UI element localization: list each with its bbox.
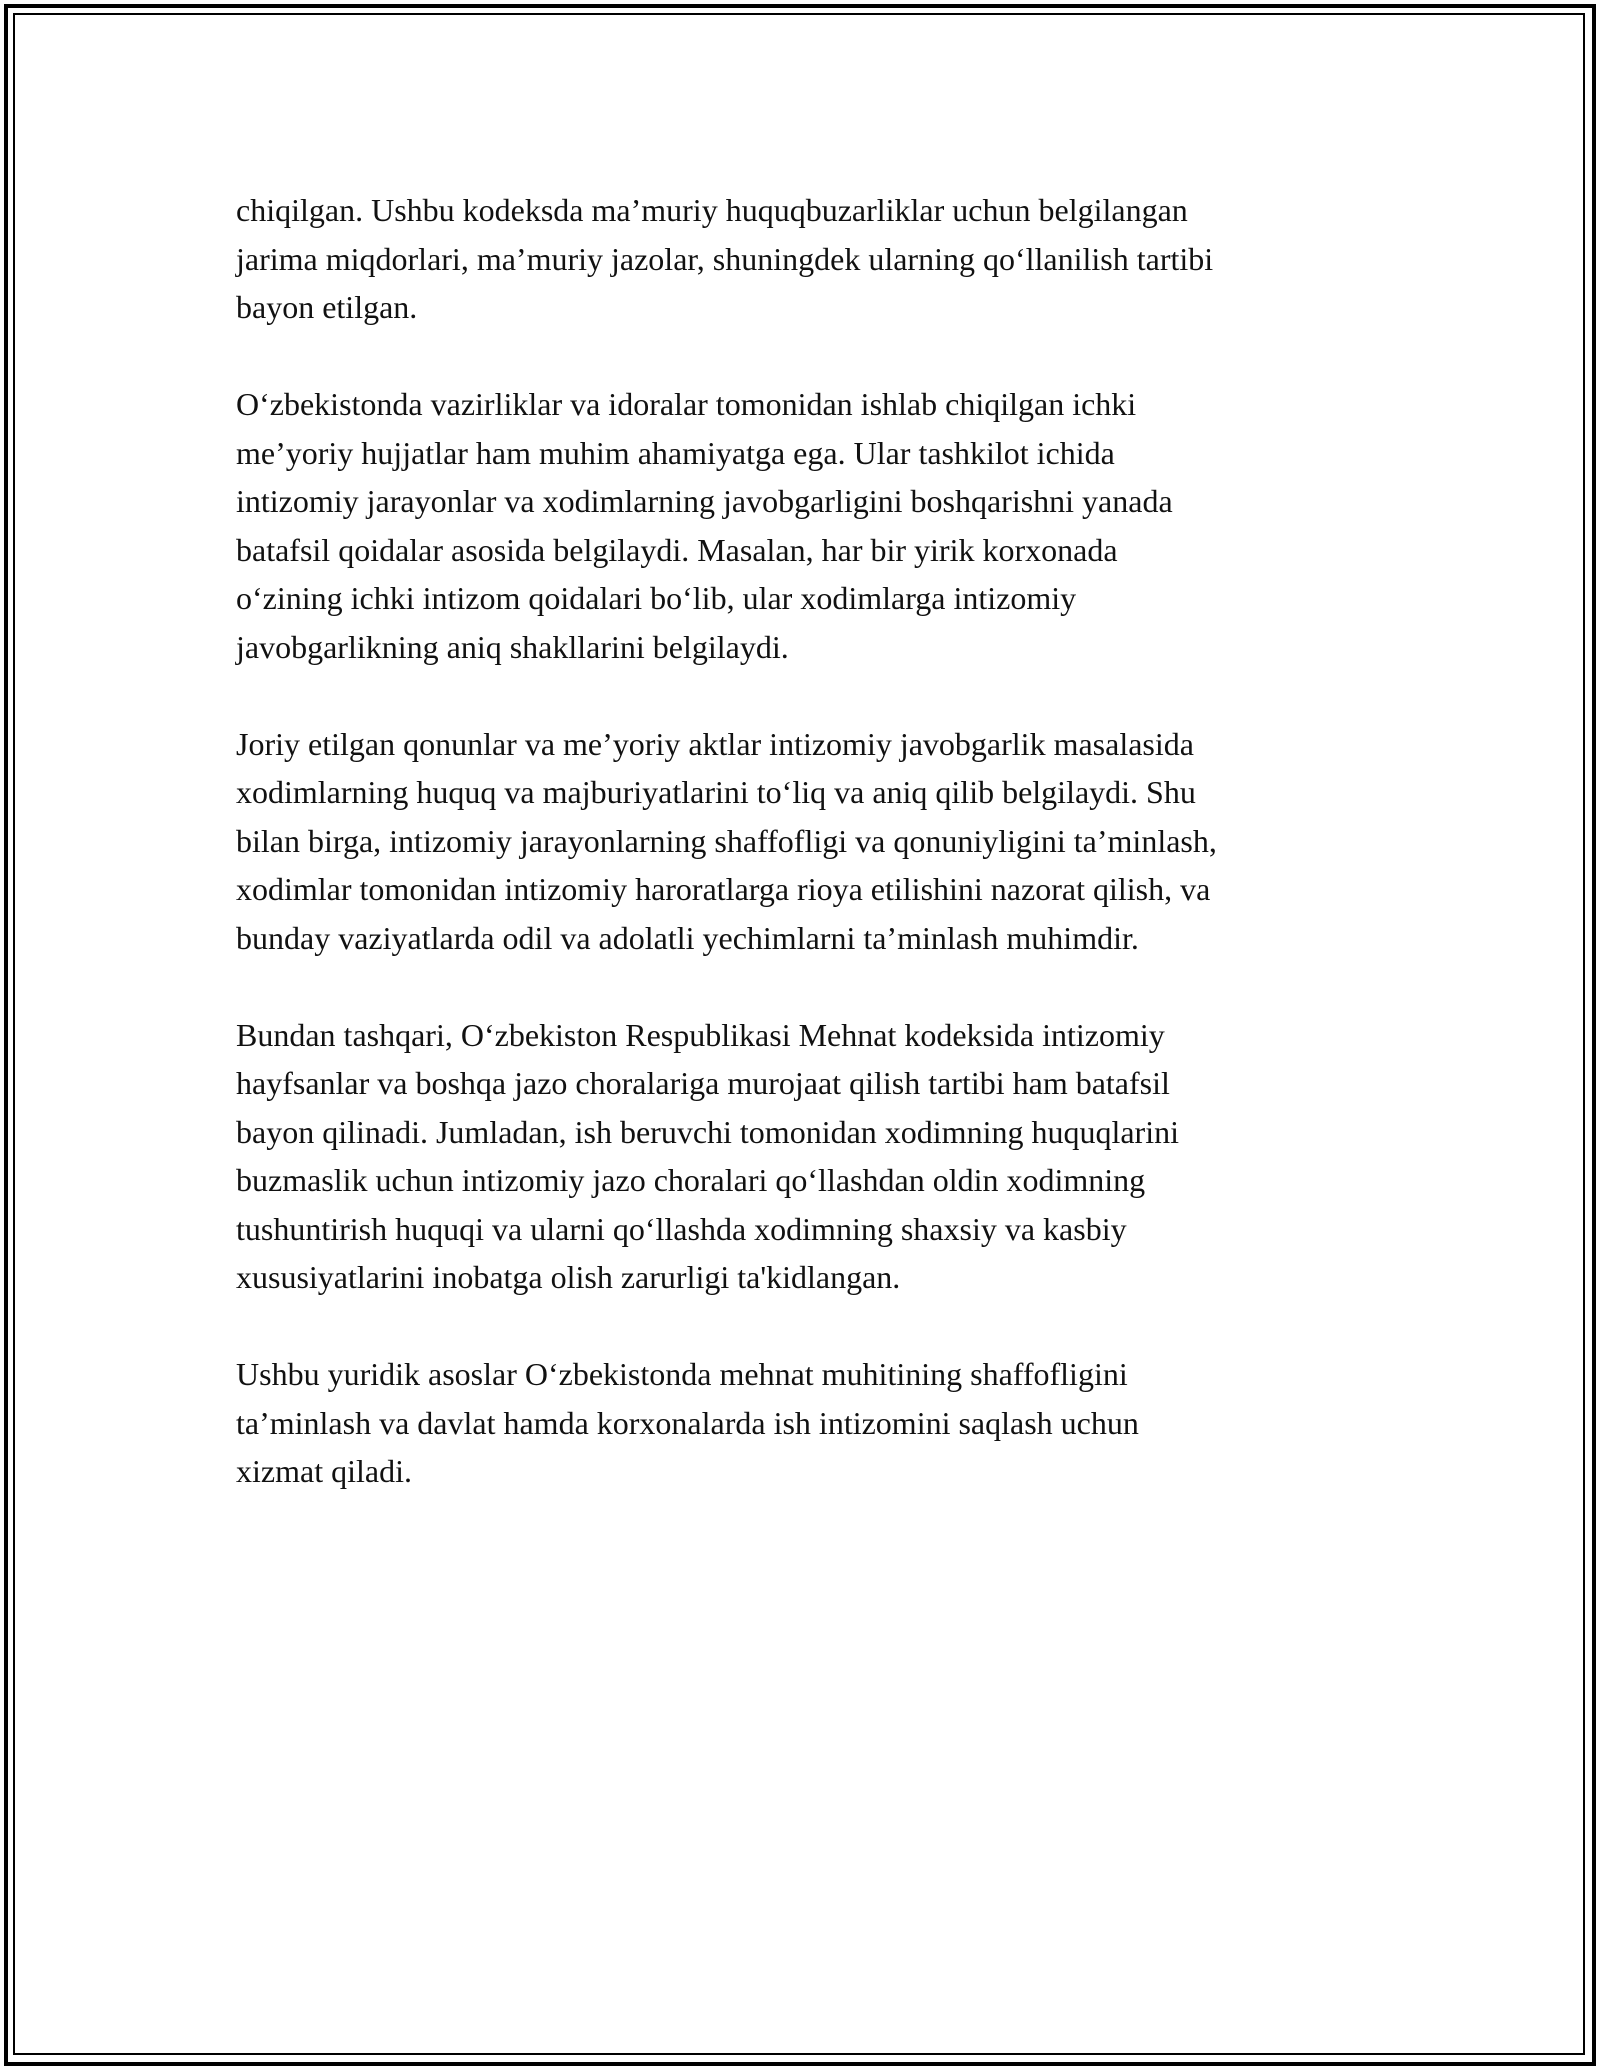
text-line: chiqilgan. Ushbu kodeksda ma’muriy huquqbuzarliklar uchun belgilangan (236, 192, 1188, 228)
paragraph (236, 380, 1386, 671)
text-line: xodimlarning huquq va majburiyatlarini to‘liq va aniq qilib belgilaydi. Shu (236, 774, 1196, 810)
paragraph (236, 1011, 1386, 1302)
text-line: bunday vaziyatlarda odil va adolatli yechimlarni ta’minlash muhimdir. (236, 919, 1139, 956)
text-line: bayon etilgan. (236, 289, 418, 325)
text-line: batafsil qoidalar asosida belgilaydi. Masalan, har bir yirik korxonada (236, 531, 1118, 568)
text-line: tushuntirish huquqi va ularni qo‘llashda xodimning shaxsiy va kasbiy (236, 1210, 1127, 1247)
text-line: o‘zining ichki intizom qoidalari bo‘lib, ular xodimlarga intizomiy (236, 580, 1077, 616)
text-line: bayon qilinadi. Jumladan, ish beruvchi tomonidan xodimning huquqlarini (236, 1113, 1179, 1150)
paragraph (236, 186, 1386, 332)
text-line: jarima miqdorlari, ma’muriy jazolar, shuningdek ularning qo‘llanilish tartibi (236, 240, 1214, 277)
text-line: O‘zbekistonda vazirliklar va idoralar tomonidan ishlab chiqilgan ichki (236, 386, 1137, 422)
text-line: ta’minlash va davlat hamda korxonalarda ish intizomini saqlash uchun (236, 1404, 1139, 1441)
document-body (236, 186, 1386, 1544)
text-line: buzmaslik uchun intizomiy jazo choralari qo‘llashdan oldin xodimning (236, 1162, 1146, 1198)
text-line: Bundan tashqari, O‘zbekiston Respublikasi Mehnat kodeksida intizomiy (236, 1016, 1165, 1053)
paragraph (236, 720, 1386, 963)
text-line: Ushbu yuridik asoslar O‘zbekistonda mehnat muhitining shaffofligini (236, 1356, 1128, 1392)
text-line: bilan birga, intizomiy jarayonlarning shaffofligi va qonuniyligini ta’minlash, (236, 822, 1217, 859)
text-line: hayfsanlar va boshqa jazo choralariga murojaat qilish tartibi ham batafsil (236, 1065, 1170, 1101)
text-line: me’yoriy hujjatlar ham muhim ahamiyatga ega. Ular tashkilot ichida (236, 434, 1115, 471)
text-line: xodimlar tomonidan intizomiy haroratlarga rioya etilishini nazorat qilish, va (236, 871, 1211, 907)
text-line: xususiyatlarini inobatga olish zarurligi ta'kidlangan. (236, 1259, 901, 1295)
text-line: Joriy etilgan qonunlar va me’yoriy aktlar intizomiy javobgarlik masalasida (236, 725, 1194, 762)
paragraph (236, 1350, 1386, 1496)
text-line: intizomiy jarayonlar va xodimlarning javobgarligini boshqarishni yanada (236, 483, 1173, 519)
text-line: javobgarlikning aniq shakllarini belgilaydi. (236, 628, 789, 665)
text-line: xizmat qiladi. (236, 1453, 412, 1489)
